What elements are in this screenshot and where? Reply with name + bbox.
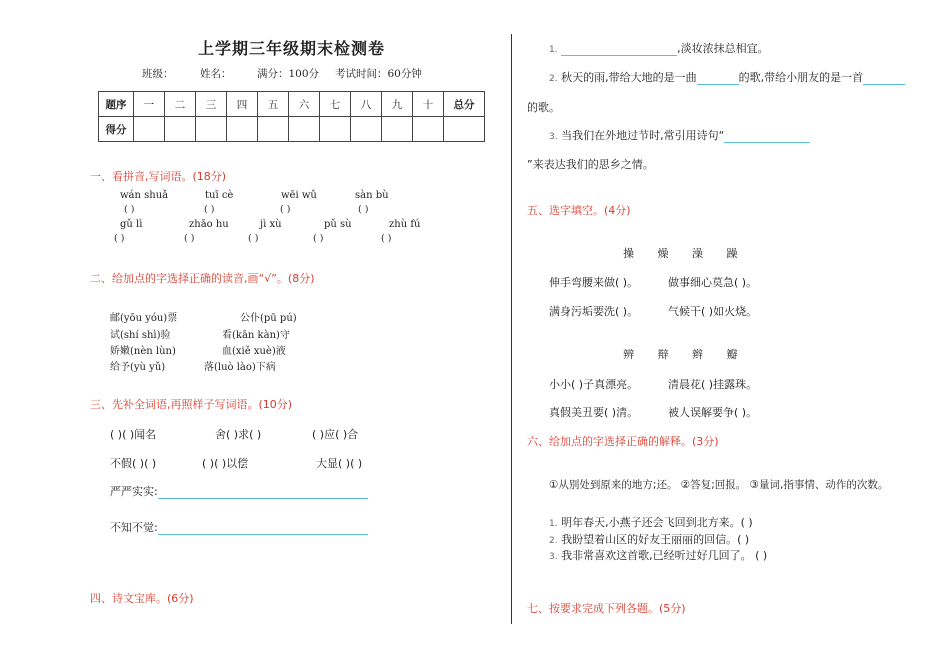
page-title: 上学期三年级期末检测卷 [198,39,386,58]
score-table-header-row [99,92,485,117]
poem-q1-text: ,淡妆浓抹总相宜。 [677,42,769,55]
col-10: 十 [413,92,444,117]
answer-line[interactable] [158,522,368,535]
col-6: 六 [289,92,320,117]
pinyin: jì xù [260,219,282,230]
question-number: 3. [549,132,558,142]
answer-line[interactable] [561,43,677,56]
pinyin: sàn bù [355,190,389,201]
col-1: 一 [134,92,165,117]
score-table [98,91,485,142]
col-9: 九 [382,92,413,117]
idiom-blank[interactable]: ( )( )以偿 [202,457,249,470]
pinyin: zhāo hu [189,219,229,230]
column-divider [511,34,512,624]
section-1-heading: 一、看拼音,写词语。(18分) [90,170,227,183]
example-label [110,519,368,535]
fill-item[interactable]: 真假美丑要( )清。 [549,406,639,419]
reading-item[interactable]: 给予(yù yǔ) [110,362,166,373]
poem-q2-text-b: 的歌,带给小朋友的是一首 [738,71,864,84]
score-cell[interactable] [382,117,413,142]
answer-blank[interactable]: ( ) [184,233,195,244]
idiom-blank[interactable]: 舍( )求( ) [215,428,262,441]
poem-q3-end: ”来表达我们的思乡之情。 [527,158,654,171]
score-cell[interactable] [289,117,320,142]
score-cell[interactable] [258,117,289,142]
answer-blank[interactable]: ( ) [381,233,392,244]
score-cell[interactable] [444,117,485,142]
col-8: 八 [351,92,382,117]
example-2-label: 不知不觉: [110,521,158,534]
reading-item[interactable]: 娇嫩(nèn lùn) [110,346,176,357]
row-label-order: 题序 [99,92,134,117]
answer-blank[interactable]: ( ) [280,204,291,215]
answer-line[interactable] [724,130,810,143]
meaning-item-text: 我非常喜欢这首歌,已经听过好几回了。 ( ) [561,549,768,562]
class-label: 班级： [142,68,174,80]
fill-item[interactable]: 气候干( )如火烧。 [668,305,758,318]
fill-item[interactable]: 满身污垢要洗( )。 [549,305,639,318]
section-7-heading: 七、按要求完成下列各题。(5分) [527,602,686,615]
reading-item[interactable]: 试(shí shì)验 [110,330,171,341]
col-total: 总分 [444,92,485,117]
row-label-score: 得分 [99,117,134,142]
section-6-heading: 六、给加点的字选择正确的解释。(3分) [527,435,719,448]
meaning-item-text: 明年春天,小燕子还会飞回到北方来。( ) [561,516,753,529]
poem-q3 [549,127,810,143]
pinyin: zhù fú [389,219,421,230]
char-group-2: 辨 辩 辫 瓣 [623,348,748,361]
score-cell[interactable] [196,117,227,142]
poem-q2-end: 的歌。 [527,101,560,114]
meaning-options: ①从别处到原来的地方;还。 ②答复;回报。 ③量词,指事情、动作的次数。 [549,479,889,491]
section-2-heading: 二、给加点的字选择正确的读音,画“√”。(8分) [90,272,315,285]
question-number: 1. [549,519,558,529]
score-cell[interactable] [351,117,382,142]
section-4-heading: 四、诗文宝库。(6分) [90,592,194,605]
reading-item[interactable]: 看(kān kàn)守 [222,330,290,341]
name-label: 姓名： [200,68,232,80]
reading-item[interactable]: 公仆(pū pú) [240,313,297,324]
full-score: 满分：100分 [257,68,320,80]
meaning-item[interactable] [549,531,749,547]
pinyin: pǔ sù [324,219,352,230]
reading-item[interactable]: 血(xiě xuè)液 [222,346,286,357]
question-number: 2. [549,536,558,546]
score-cell[interactable] [413,117,444,142]
answer-blank[interactable]: ( ) [313,233,324,244]
idiom-blank[interactable]: 大显( )( ) [316,457,363,470]
score-cell[interactable] [165,117,196,142]
answer-line[interactable] [158,486,368,499]
col-4: 四 [227,92,258,117]
poem-q3-text-a: 当我们在外地过节时,常引用诗句“ [561,129,725,142]
col-2: 二 [165,92,196,117]
answer-blank[interactable]: ( ) [124,204,135,215]
score-cell[interactable] [134,117,165,142]
idiom-blank[interactable]: ( )应( )合 [312,428,359,441]
char-group-1: 操 燥 澡 躁 [623,247,748,260]
idiom-blank[interactable]: ( )( )闻名 [110,428,157,441]
pinyin: wán shuǎ [120,190,169,201]
pinyin: tuī cè [205,190,234,201]
fill-item[interactable]: 伸手弯腰来做( )。 [549,276,639,289]
fill-item[interactable]: 被人误解要争( )。 [668,406,758,419]
poem-q2-text-a: 秋天的雨,带给大地的是一曲 [561,71,697,84]
reading-item[interactable]: 落(luò lào)下病 [204,362,276,373]
example-label [110,483,368,499]
answer-blank[interactable]: ( ) [204,204,215,215]
meaning-item[interactable] [549,547,767,563]
score-table-score-row [99,117,485,142]
answer-line[interactable] [863,72,905,85]
poem-q1 [549,40,769,56]
poem-q2 [549,69,905,85]
question-number: 3. [549,552,558,562]
pinyin: gǔ lì [120,219,143,230]
question-number: 2. [549,74,558,84]
section-5-heading: 五、选字填空。(4分) [527,204,631,217]
example-1-label: 严严实实: [110,485,158,498]
col-7: 七 [320,92,351,117]
fill-item[interactable]: 清晨花( )挂露珠。 [668,378,758,391]
exam-time: 考试时间：60分钟 [335,68,422,80]
reading-item[interactable]: 邮(yōu yóu)票 [110,313,178,324]
fill-item[interactable]: 小小( )子真漂亮。 [549,378,639,391]
answer-line[interactable] [697,72,739,85]
meaning-item-text: 我盼望着山区的好友王丽丽的回信。( ) [561,533,750,546]
score-cell[interactable] [227,117,258,142]
answer-blank[interactable]: ( ) [114,233,125,244]
fill-item[interactable]: 做事细心莫急( )。 [668,276,758,289]
col-3: 三 [196,92,227,117]
section-3-heading: 三、先补全词语,再照样子写词语。(10分) [90,398,293,411]
meaning-item[interactable] [549,514,753,530]
idiom-blank[interactable]: 不假( )( ) [110,457,157,470]
score-cell[interactable] [320,117,351,142]
pinyin: wēi wǔ [281,190,317,201]
answer-blank[interactable]: ( ) [248,233,259,244]
answer-blank[interactable]: ( ) [358,204,369,215]
col-5: 五 [258,92,289,117]
question-number: 1. [549,45,558,55]
